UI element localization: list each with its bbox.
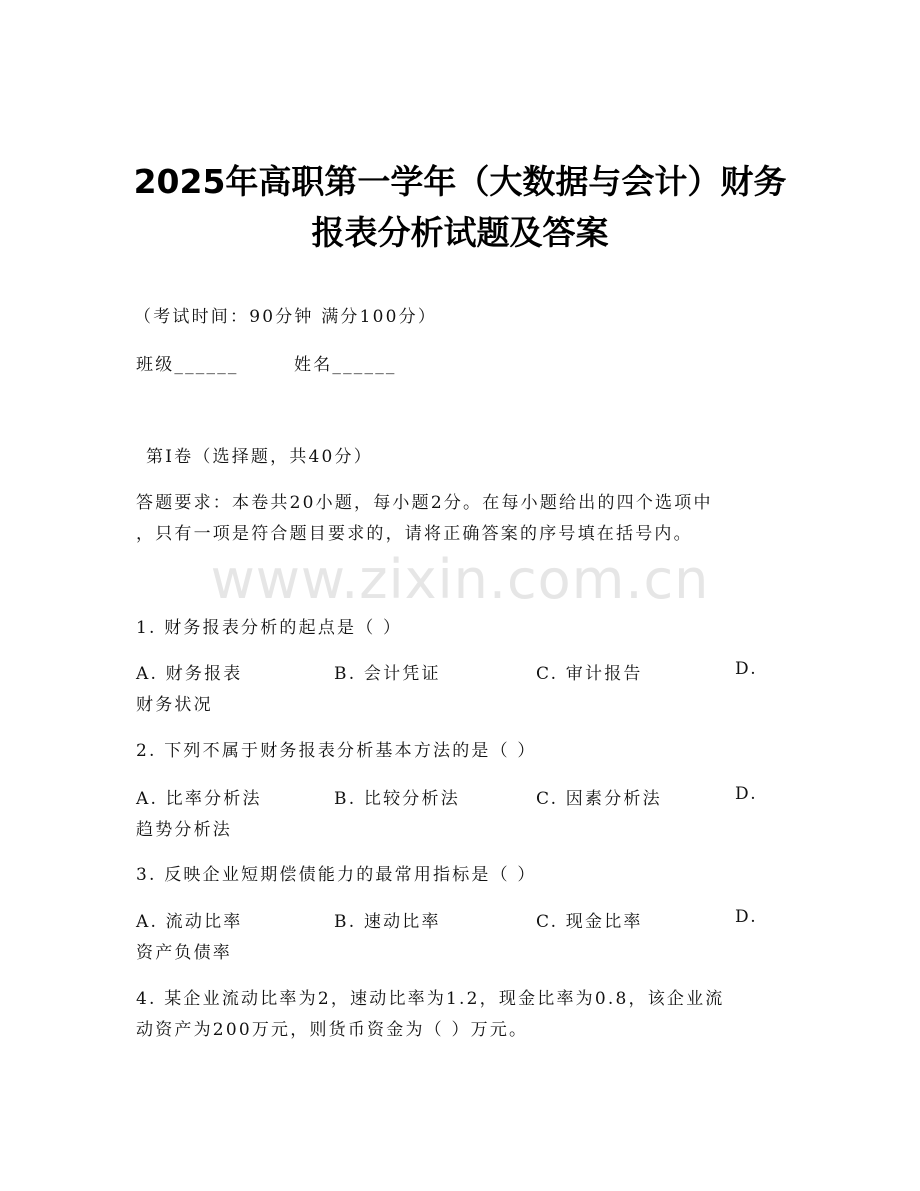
name-field-label: 姓名______ — [294, 355, 397, 375]
document-title-line1: 2025年高职第一学年（大数据与会计）财务 — [133, 162, 787, 201]
exam-info: （考试时间：90分钟 满分100分） — [134, 307, 438, 327]
question-3-option-b: B. 速动比率 — [334, 912, 441, 932]
question-3-option-d: D. — [735, 907, 758, 927]
question-2-option-b: B. 比较分析法 — [334, 789, 460, 809]
question-1-option-d: D. — [735, 659, 758, 679]
question-2-option-a: A. 比率分析法 — [136, 789, 262, 809]
question-3-option-d-text: 资产负债率 — [136, 943, 232, 963]
section-heading: 第I卷（选择题，共40分） — [146, 447, 373, 467]
question-3-option-c: C. 现金比率 — [536, 912, 643, 932]
question-1-option-d-text: 财务状况 — [136, 695, 213, 715]
question-1-option-b: B. 会计凭证 — [334, 664, 441, 684]
instructions-line1: 答题要求：本卷共20小题，每小题2分。在每小题给出的四个选项中 — [136, 493, 713, 513]
instructions-line2: ，只有一项是符合题目要求的，请将正确答案的序号填在括号内。 — [136, 524, 693, 544]
question-3-stem: 3. 反映企业短期偿债能力的最常用指标是（ ） — [136, 865, 537, 885]
question-4-stem-line1: 4. 某企业流动比率为2，速动比率为1.2，现金比率为0.8，该企业流 — [136, 989, 725, 1009]
question-3-option-a: A. 流动比率 — [136, 912, 243, 932]
question-2-stem: 2. 下列不属于财务报表分析基本方法的是（ ） — [136, 741, 537, 761]
document-title-line2: 报表分析试题及答案 — [311, 213, 609, 252]
question-1-option-c: C. 审计报告 — [536, 664, 643, 684]
question-1-stem: 1. 财务报表分析的起点是（ ） — [136, 618, 403, 638]
question-1-option-a: A. 财务报表 — [136, 664, 243, 684]
question-2-option-d: D. — [735, 784, 758, 804]
class-field-label: 班级______ — [136, 355, 239, 375]
question-4-stem-line2: 动资产为200万元，则货币资金为（ ）万元。 — [136, 1020, 529, 1040]
watermark: www.zixin.com.cn — [210, 548, 710, 611]
question-2-option-d-text: 趋势分析法 — [136, 820, 232, 840]
question-2-option-c: C. 因素分析法 — [536, 789, 662, 809]
